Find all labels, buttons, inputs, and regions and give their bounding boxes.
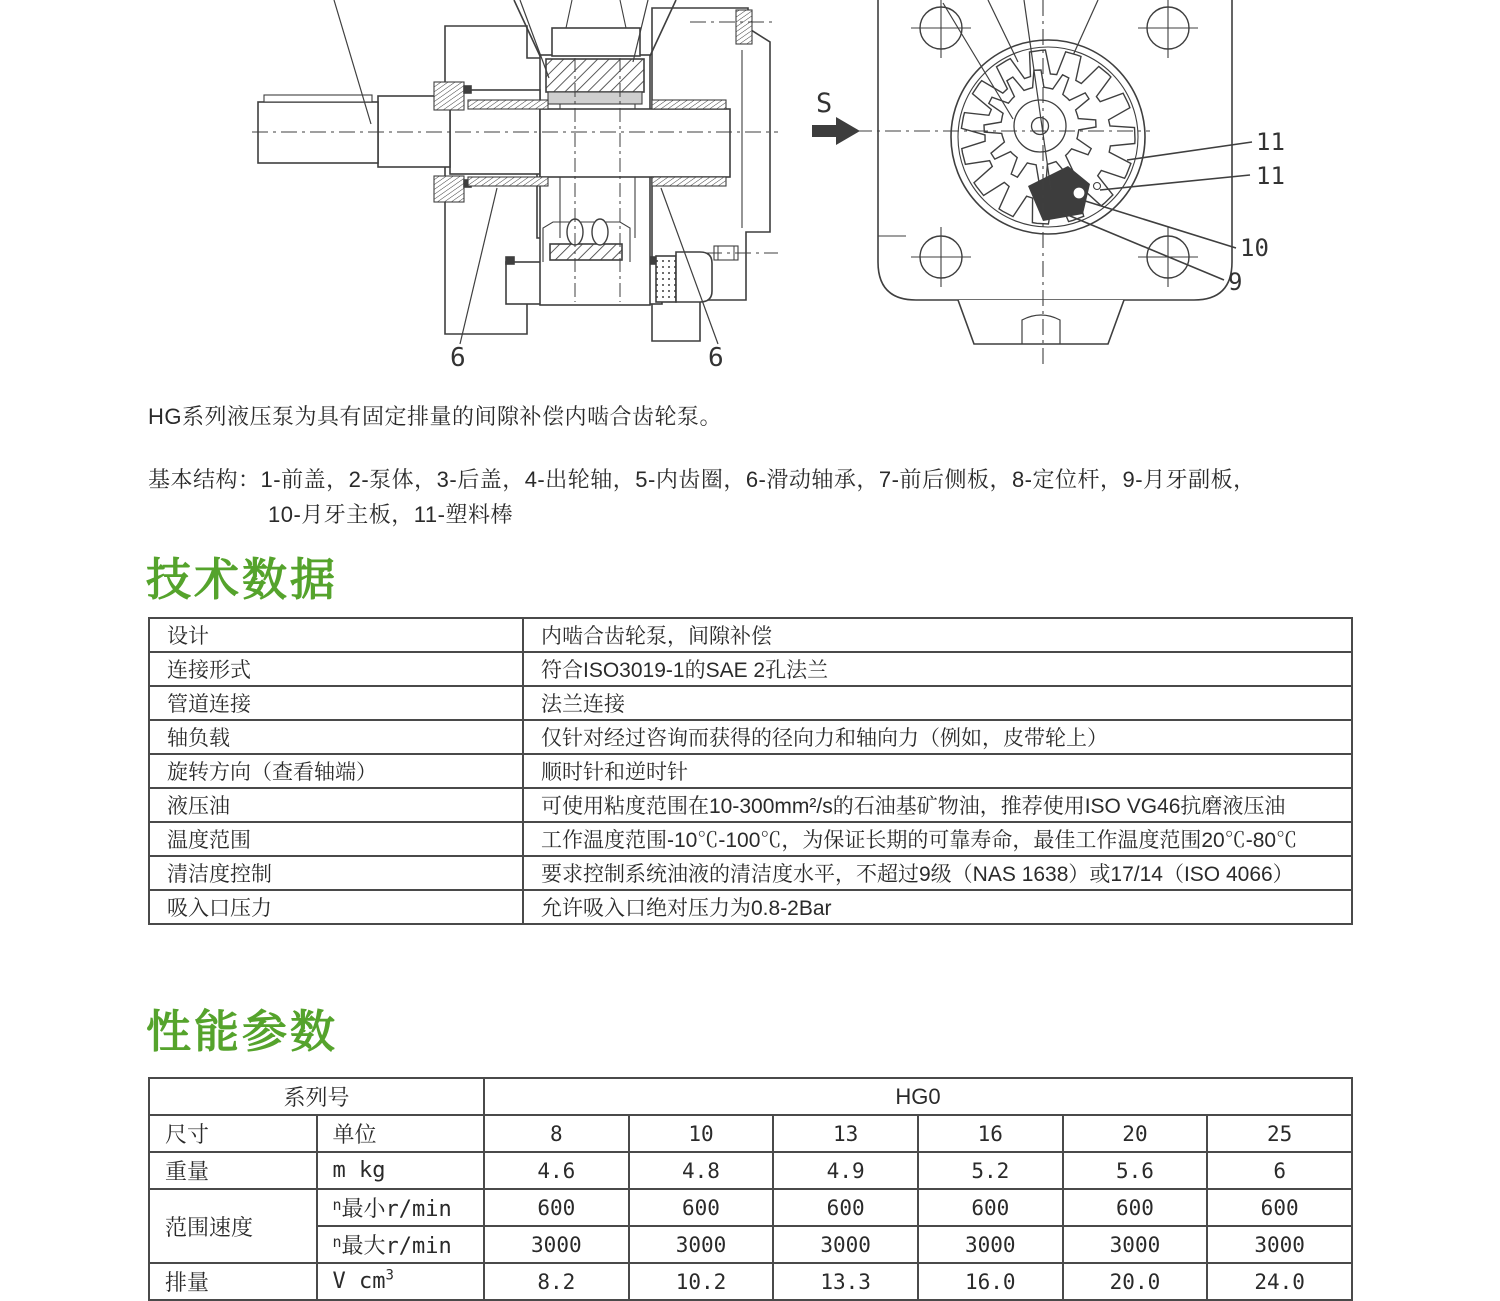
tech-data-title: 技术数据 bbox=[146, 554, 339, 605]
table-row bbox=[149, 652, 1352, 686]
table-row bbox=[149, 788, 1352, 822]
spec-value: 可使用粘度范围在10-300mm²/s的石油基矿物油，推荐使用ISO VG46抗磨液压油 bbox=[523, 788, 1352, 822]
displacement-value: 13.3 bbox=[773, 1263, 918, 1300]
spec-label: 轴负载 bbox=[149, 720, 523, 754]
intro-paragraph: HG系列液压泵为具有固定排量的间隙补偿内啮合齿轮泵。 bbox=[148, 404, 723, 429]
structure-paragraph bbox=[148, 462, 1256, 532]
structure-list-line2: 10-月牙主板，11-塑料棒 bbox=[268, 502, 513, 527]
spec-label: 管道连接 bbox=[149, 686, 523, 720]
table-row bbox=[149, 1152, 1352, 1189]
speed-min-value: 600 bbox=[918, 1189, 1063, 1226]
displacement-unit: V $cm^3$ bbox=[317, 1263, 485, 1300]
speed-max-value: 3000 bbox=[918, 1226, 1063, 1263]
weight-unit: m kg bbox=[317, 1152, 485, 1189]
speed-min-value: 600 bbox=[1207, 1189, 1352, 1226]
spec-label: 连接形式 bbox=[149, 652, 523, 686]
suction-arrow-icon bbox=[812, 117, 860, 145]
series-value: HG0 bbox=[484, 1078, 1352, 1115]
speed-min-value: 600 bbox=[629, 1189, 774, 1226]
weight-value: 6 bbox=[1207, 1152, 1352, 1189]
speed-max-value: 3000 bbox=[773, 1226, 918, 1263]
speed-max-unit: $^n$最大r/min bbox=[317, 1226, 485, 1263]
table-row bbox=[149, 1189, 1352, 1226]
series-label: 系列号 bbox=[149, 1078, 484, 1115]
table-row bbox=[149, 1115, 1352, 1152]
spec-value: 仅针对经过咨询而获得的径向力和轴向力（例如，皮带轮上） bbox=[523, 720, 1352, 754]
size-value: 20 bbox=[1063, 1115, 1208, 1152]
displacement-value: 8.2 bbox=[484, 1263, 629, 1300]
weight-value: 4.8 bbox=[629, 1152, 774, 1189]
spec-value: 允许吸入口绝对压力为0.8-2Bar bbox=[523, 890, 1352, 924]
speed-max-value: 3000 bbox=[629, 1226, 774, 1263]
table-row bbox=[149, 1078, 1352, 1115]
size-label: 尺寸 bbox=[149, 1115, 317, 1152]
structure-label: 基本结构： bbox=[148, 467, 261, 492]
size-value: 13 bbox=[773, 1115, 918, 1152]
table-row bbox=[149, 856, 1352, 890]
displacement-value: 20.0 bbox=[1063, 1263, 1208, 1300]
size-value: 25 bbox=[1207, 1115, 1352, 1152]
speed-max-value: 3000 bbox=[1063, 1226, 1208, 1263]
size-value: 8 bbox=[484, 1115, 629, 1152]
displacement-value: 10.2 bbox=[629, 1263, 774, 1300]
weight-label: 重量 bbox=[149, 1152, 317, 1189]
tech-data-table bbox=[148, 617, 1353, 925]
weight-value: 5.2 bbox=[918, 1152, 1063, 1189]
structure-list-line1: 1-前盖，2-泵体，3-后盖，4-出轮轴，5-内齿圈，6-滑动轴承，7-前后侧板，8-定位杆，9-月牙副板， bbox=[260, 467, 1256, 492]
spec-label: 设计 bbox=[149, 618, 523, 652]
speed-max-value: 3000 bbox=[484, 1226, 629, 1263]
spec-label: 液压油 bbox=[149, 788, 523, 822]
table-row bbox=[149, 686, 1352, 720]
pump-technical-drawings bbox=[0, 0, 1500, 372]
spec-label: 清洁度控制 bbox=[149, 856, 523, 890]
speed-min-unit: $^n$最小r/min bbox=[317, 1189, 485, 1226]
unit-header: 单位 bbox=[317, 1115, 485, 1152]
performance-title: 性能参数 bbox=[146, 1006, 339, 1057]
part-label-11b: 11 bbox=[1256, 162, 1285, 190]
part-label-11a: 11 bbox=[1256, 128, 1285, 156]
displacement-value: 16.0 bbox=[918, 1263, 1063, 1300]
table-row bbox=[149, 822, 1352, 856]
part-label-9: 9 bbox=[1228, 268, 1243, 296]
weight-value: 4.6 bbox=[484, 1152, 629, 1189]
spec-label: 旋转方向（查看轴端） bbox=[149, 754, 523, 788]
cross-section-view bbox=[252, 0, 778, 344]
table-row bbox=[149, 720, 1352, 754]
speed-min-value: 600 bbox=[1063, 1189, 1208, 1226]
displacement-label: 排量 bbox=[149, 1263, 317, 1300]
spec-value: 法兰连接 bbox=[523, 686, 1352, 720]
size-value: 16 bbox=[918, 1115, 1063, 1152]
table-row bbox=[149, 618, 1352, 652]
table-row bbox=[149, 1226, 1352, 1263]
table-row bbox=[149, 890, 1352, 924]
performance-table bbox=[148, 1077, 1353, 1301]
speed-max-value: 3000 bbox=[1207, 1226, 1352, 1263]
spec-label: 吸入口压力 bbox=[149, 890, 523, 924]
speed-min-value: 600 bbox=[773, 1189, 918, 1226]
spec-label: 温度范围 bbox=[149, 822, 523, 856]
part-label-6-right: 6 bbox=[708, 343, 724, 372]
suction-label: S bbox=[816, 88, 833, 119]
spec-value: 符合ISO3019-1的SAE 2孔法兰 bbox=[523, 652, 1352, 686]
table-row bbox=[149, 1263, 1352, 1300]
displacement-value: 24.0 bbox=[1207, 1263, 1352, 1300]
weight-value: 4.9 bbox=[773, 1152, 918, 1189]
spec-value: 顺时针和逆时针 bbox=[523, 754, 1352, 788]
speed-min-value: 600 bbox=[484, 1189, 629, 1226]
table-row bbox=[149, 754, 1352, 788]
speed-range-label: 范围速度 bbox=[149, 1189, 317, 1263]
weight-value: 5.6 bbox=[1063, 1152, 1208, 1189]
part-label-6-left: 6 bbox=[450, 343, 466, 372]
front-view bbox=[812, 0, 1252, 368]
spec-value: 工作温度范围-10℃-100℃，为保证长期的可靠寿命，最佳工作温度范围20℃-80℃ bbox=[523, 822, 1352, 856]
spec-value: 要求控制系统油液的清洁度水平，不超过9级（NAS 1638）或17/14（ISO 4066） bbox=[523, 856, 1352, 890]
spec-value: 内啮合齿轮泵，间隙补偿 bbox=[523, 618, 1352, 652]
size-value: 10 bbox=[629, 1115, 774, 1152]
part-label-10: 10 bbox=[1240, 234, 1269, 262]
